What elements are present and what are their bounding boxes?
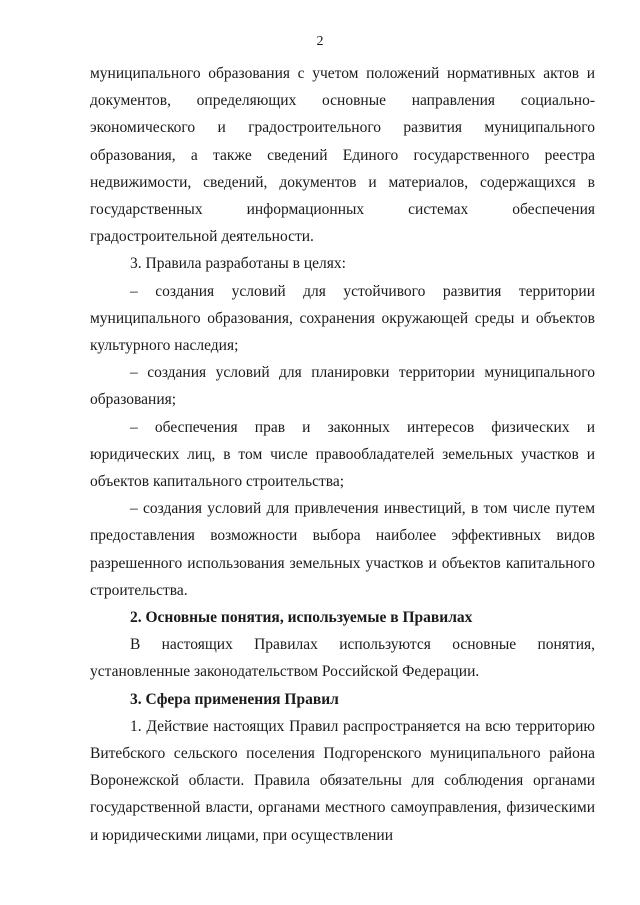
- list-item-territory-planning: – создания условий для планировки территории муниципального образования;: [90, 364, 595, 409]
- list-item-rights: – обеспечения прав и законных интересов физических и юридических лиц, в том числе правообладателей земельных участков и объектов капитального строительства;: [90, 418, 595, 491]
- page-number: 2: [316, 34, 324, 49]
- section-heading-scope: 3. Сфера применения Правил: [130, 690, 339, 708]
- paragraph-scope: 1. Действие настоящих Правил распространяется на всю территорию Витебского сельского поселения Подгоренского муниципального района Воронежской области. Правила обязательны для соблюдения органами государственной власти, органами местного самоуправления, физическими и юридическими лицами, при осуществлении: [90, 717, 595, 844]
- section-heading-concepts: 2. Основные понятия, используемые в Правилах: [130, 609, 473, 627]
- list-item-investments: – создания условий для привлечения инвестиций, в том числе путем предоставления возможности выбора наиболее эффективных видов разрешенного использования земельных участков и объектов капитального строительства.: [90, 500, 595, 599]
- list-item-sustainable-development: – создания условий для устойчивого развития территории муниципального образования, сохранения окружающей среды и объектов культурного наследия;: [90, 282, 595, 355]
- paragraph-concepts: В настоящих Правилах используются основные понятия, установленные законодательством Российской Федерации.: [90, 636, 595, 681]
- paragraph-intro: муниципального образования с учетом положений нормативных актов и документов, определяющих основные направления социально-экономического и градостроительного развития муниципального образования, а также сведений Единого государственного реестра недвижимости, сведений, документов и материалов, содержащихся в государственных информационных системах обеспечения градостроительной деятельности.: [90, 65, 595, 246]
- document-body: [90, 60, 595, 849]
- paragraph-goals: 3. Правила разработаны в целях:: [130, 255, 346, 273]
